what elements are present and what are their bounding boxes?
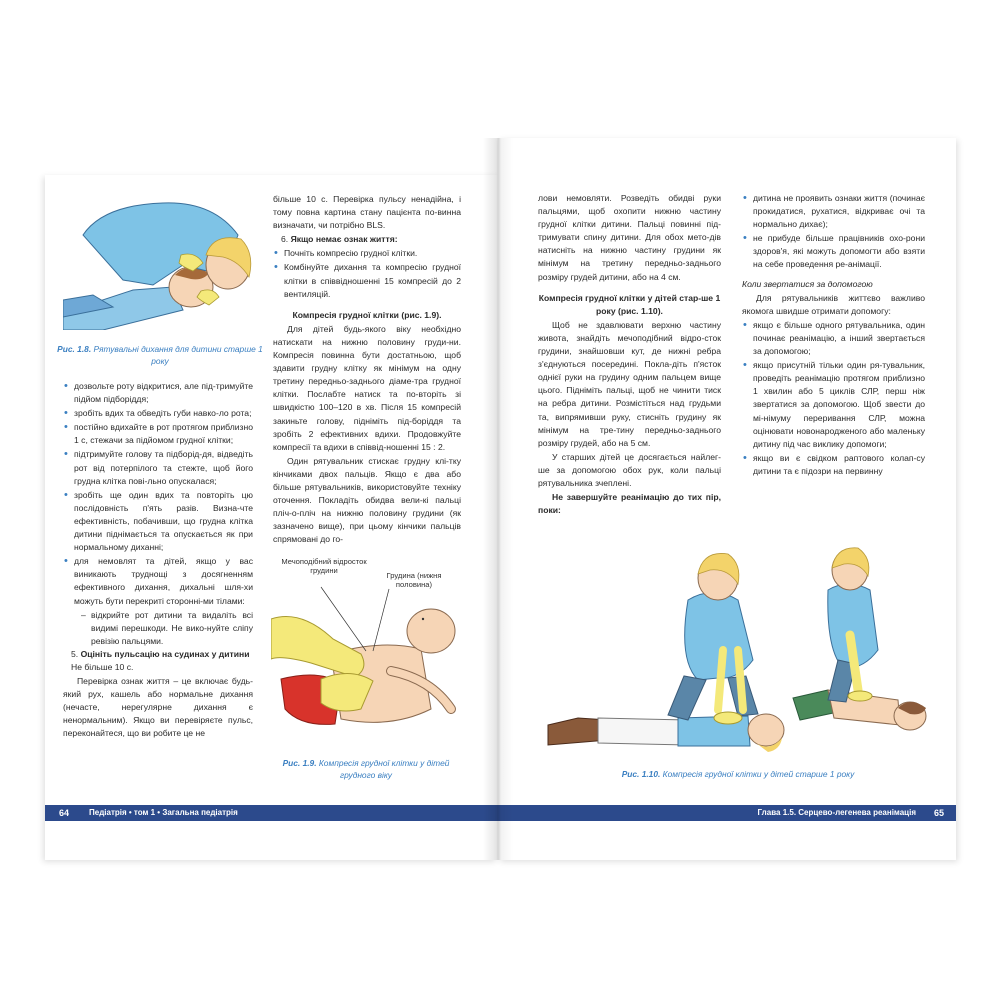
list-item: • підтримуйте голову та підборід-дя, відведіть рот від потерпілого та стежте, щоб його грудна клітка пові-льно опускалася;	[63, 448, 253, 487]
label-xiphoid: Мечоподібний відросток грудини	[281, 557, 367, 575]
paragraph: Для дітей будь-якого віку необхідно натискати на нижню половину груди-ни. Компресія повинна бути достатньою, щоб здавити грудну клітку як мінімум на одну третину передньо-заднього діаме-тра грудної клітки. Пoслабте натиск та по-вторіть зі швидкістю 100–120 в хв. Після 15 компресій закиньте голову, підніміть під-боріддя та зробіть 2 ефективних вдихи. Продовжуйте компресії та вдихи в співвід-ношенні 15 : 2.	[273, 323, 461, 452]
right-column-2	[742, 192, 925, 479]
list-item: • якщо ви є свідком раптового колап-су дитини та є підозри на первинну	[742, 452, 925, 478]
left-page	[45, 175, 498, 860]
paragraph-bold: Не завершуйте реанімацію до тих пір, поки:	[538, 492, 721, 516]
list-item: • Почніть компресію грудної клітки.	[273, 247, 461, 260]
label-sternum: Грудина (нижня половина)	[386, 571, 442, 589]
step-number: 6.	[281, 234, 289, 245]
paragraph: У старших дітей це досягається найлег-ше за допомогою обох рук, коли пальці рятувальника зчеплені.	[538, 451, 721, 488]
paragraph: Перевірка ознак життя – це включає будь-який рух, кашель або нормальне дихання (нечасте, нерегулярне дихання є ненормальним). Якщо ви перевіряєте пульс, переконайтеся, що ви робите це не	[63, 676, 253, 739]
page-number: 65	[933, 808, 944, 818]
left-column-1	[63, 380, 253, 742]
paragraph: Для рятувальників життєво важливо якомога швидше отримати допомогу:	[742, 292, 925, 316]
left-column-2	[273, 193, 461, 547]
list-item: • зробіть вдих та обведіть губи навко-ло рота;	[63, 407, 253, 420]
step-5	[63, 648, 253, 674]
list-item: • зробіть ще один вдих та повторіть цю послідовність п'ять разів. Визна-чте ефективність, побачивши, що грудна клітка дитини піднімається та опускається як при нормальному диханні;	[63, 489, 253, 554]
section-heading: Компресія грудної клітки у дітей стар-ше 1 року (рис. 1.10).	[538, 292, 721, 316]
list-item: • Комбінуйте дихання та компресію грудної клітки в співвідношенні 15 компресій до 2 вентиляцій.	[273, 261, 461, 300]
caption-text: Компресія грудної клітки у дітей старше 1 року	[662, 769, 855, 779]
paragraph: Щоб не здавлювати верхню частину живота, знайдіть мечоподібний відро-сток грудини, знайшовши кут, де нижні ребра з'єднуються посередині. Покла-діть п'ясток однієї руки на грудину одним пальцем вище цього. Підніміть пальці, щоб не чинити тиск на ребра дитини. Розмістіться над грудьми та, випрямивши руку, стисніть грудину як мінімум на тре-тину передньо-заднього розміру грудей, або на 5 см.	[538, 319, 721, 448]
rescue-breaths-illustration	[63, 195, 273, 330]
figure-rescue-breaths	[63, 195, 273, 330]
sub-list-item: – відкрийте рот дитини та видаліть всі видимі перешкоди. Не вико-нуйте сліпу ревізію пальцями.	[73, 609, 253, 648]
list-item: • для немовлят та дітей, якщо у вас виникають труднощі з досягненням ефективного дихання, дихальні шля-хи можуть бути перекриті сторонні-ми тілами:	[63, 555, 253, 607]
figure-1-8-caption	[55, 343, 265, 367]
right-page	[498, 138, 956, 860]
list-item: • якщо присутній тільки один ря-тувальник, проведіть реанімацію протягом приблизно 1 хвилин або 5 циклів СЛР, перш ніж звертатися за допомогою. Щоб звести до мі-німуму переривання СЛР, можна оцінювати новонародженого або маленьку дитину під час виклику допомоги;	[742, 359, 925, 451]
step-heading: Якщо немає ознак життя:	[290, 234, 398, 245]
list-item: • дитина не проявить ознаки життя (починає прокидатися, рухатися, відкриває очі та нормально дихає);	[742, 192, 925, 231]
section-heading: Компресія грудної клітки (рис. 1.9).	[292, 309, 442, 320]
figure-number: Рис. 1.9.	[282, 758, 317, 768]
page-number: 64	[59, 808, 70, 818]
right-column-1	[538, 192, 721, 518]
footer-text: Педіатрія • том 1 • Загальна педіатрія	[89, 808, 238, 817]
page-footer	[498, 805, 956, 821]
paragraph: Один рятувальник стискає грудну клі-тку кінчиками двох пальців. Якщо є два або більше рятувальників, використовуйте техніку оточення. Покладіть обидва вели-кі пальці пліч-о-пліч на нижню половину грудини (як зазначено вище), при цьому кінчики пальців спрямовані до го-	[273, 455, 461, 545]
paragraph: більше 10 с. Перевірка пульсу ненадійна, і тому повна картина стану пацієнта по-винна визначати, чи потрібно BLS.	[273, 194, 461, 231]
figure-1-10-caption	[538, 768, 938, 780]
figure-number: Рис. 1.10.	[621, 769, 661, 779]
page-footer	[45, 805, 498, 821]
figure-infant-chest-compression	[271, 559, 461, 749]
subheading: Коли звертатися за допомогою	[742, 278, 873, 289]
list-item: • постійно вдихайте в рот протягом приблизно 1 с, стежачи за підйомом грудної клітки;	[63, 421, 253, 447]
caption-text: Компресія грудної клітки у дітей грудного віку	[318, 758, 450, 780]
step-number: 5.	[71, 648, 79, 659]
step-heading: Оцініть пульсацію на судинах у дитини	[80, 648, 250, 659]
list-item: • дозвольте роту відкритися, але під-тримуйте підйом підборіддя;	[63, 380, 253, 406]
step-6	[273, 233, 461, 246]
footer-chapter: Глава 1.5. Серцево-легенева реанімація	[757, 808, 916, 817]
step-text: Не більше 10 с.	[71, 661, 134, 672]
figure-1-9-caption	[271, 757, 461, 781]
list-item: • якщо є більше одного рятувальника, один починає реанімацію, а інший звертається за допомогою;	[742, 319, 925, 358]
list-item: • не прибуде більше працівників охо-рони здоров'я, які можуть допомогти або взяти на себе проведення ре-анімації.	[742, 232, 925, 271]
figure-child-chest-compression	[538, 540, 938, 755]
paragraph: лови немовляти. Розведіть обидві руки пальцями, щоб охопити нижню частину грудної клітки дитини. Пальці повинні під-тримувати спину дитини. Для обох мето-дів натисніть на нижню частину грудини як мінімум на третину передньо-заднього розміру грудей дитини, або на 4 см.	[538, 193, 721, 282]
figure-number: Рис. 1.8.	[57, 344, 92, 354]
caption-text: Рятувальні дихання для дитини старше 1 року	[93, 344, 263, 366]
child-compression-illustration	[538, 540, 938, 755]
